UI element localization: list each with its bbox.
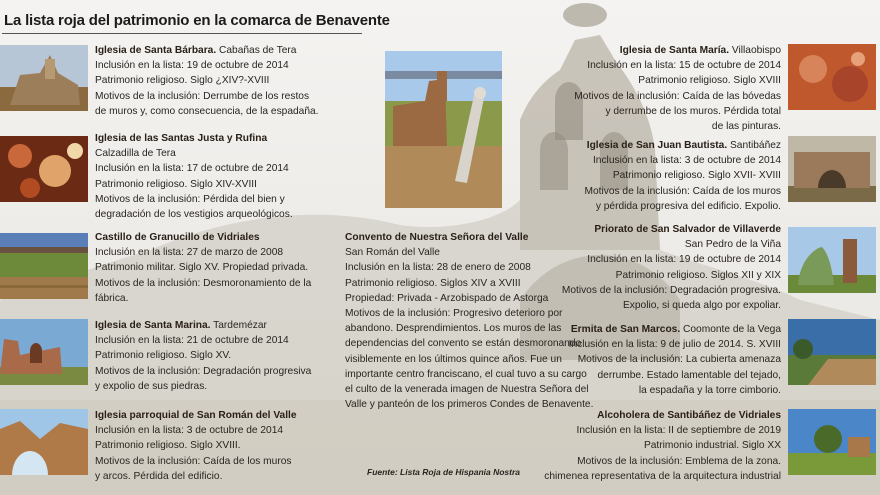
castillo-granucillo-photo xyxy=(0,233,88,299)
entry-title: Castillo de Granucillo de Vidriales xyxy=(95,232,260,243)
santa-marina-photo xyxy=(0,319,88,385)
entry-title: Iglesia parroquial de San Román del Valle xyxy=(95,410,297,421)
entry-line: Motivos de la inclusión: La cubierta amenaza xyxy=(577,354,781,366)
santa-maria-photo xyxy=(788,44,876,110)
entry-line: Motivos de la inclusión: Progresivo deterioro por xyxy=(345,308,563,320)
entry-santa-maria xyxy=(574,43,781,134)
entry-san-roman xyxy=(95,408,297,484)
entry-line: de las pinturas. xyxy=(711,121,781,133)
entry-alcoholera xyxy=(544,408,781,484)
entry-line: Patrimonio religioso. Siglo XVIII. xyxy=(95,440,241,452)
entry-line: Motivos de la inclusión: Derrumbe de los restos xyxy=(95,90,310,102)
entry-line: Calzadilla de Tera xyxy=(95,148,176,160)
entry-place: Tardemézar xyxy=(213,320,267,331)
entry-line: de muros y, como consecuencia, de la espadaña. xyxy=(95,105,319,117)
santas-justa-rufina-photo xyxy=(0,136,88,202)
entry-line: Inclusión en la lista: 3 de octubre de 2014 xyxy=(592,155,781,167)
entry-line: Expolio, si queda algo por expoliar. xyxy=(622,300,781,312)
entry-line: San Román del Valle xyxy=(345,247,440,259)
entry-line: Patrimonio religioso. Siglo ¿XIV?-XVIII xyxy=(95,75,270,87)
entry-line: Motivos de la inclusión: Caída de las bóvedas xyxy=(574,90,781,102)
entry-line: Motivos de la inclusión: Degradación progresiva. xyxy=(561,284,781,296)
entry-line: Valle y panteón de los primeros Condes de Benavente. xyxy=(345,399,594,411)
convento-valle-photo xyxy=(385,51,502,208)
entry-line: abandono. Desprendimientos. Los muros de las xyxy=(345,323,562,335)
entry-convento-valle xyxy=(345,230,593,412)
entry-line: dependencias del convento se están desmoronando xyxy=(345,338,582,350)
entry-line: y pérdida progresiva del edificio. Expolio. xyxy=(595,200,781,212)
entry-line: y expolio de sus piedras. xyxy=(95,380,208,392)
entry-line: y derrumbe de los muros. Pérdida total xyxy=(605,105,781,117)
entry-line: Motivos de la inclusión: Emblema de la zona. xyxy=(577,455,781,467)
entry-line: fábrica. xyxy=(95,292,129,304)
entry-line: Motivos de la inclusión: Desmoronamiento de la xyxy=(95,277,312,289)
ermita-san-marcos-photo xyxy=(788,319,876,385)
entry-title: Iglesia de las Santas Justa y Rufina xyxy=(95,133,268,144)
entry-line: degradación de los vestigios arqueológicos. xyxy=(95,209,293,221)
priorato-villaverde-photo xyxy=(788,227,876,293)
entry-line: Patrimonio religioso. Siglos XIV a XVIII xyxy=(345,277,521,289)
entry-title: Priorato de San Salvador de Villaverde xyxy=(594,224,781,235)
entry-line: visiblemente en los últimos quince años. Fue un xyxy=(345,353,562,365)
title-underline xyxy=(2,33,362,34)
entry-line: Inclusión en la lista: 9 de julio de 2014. S. XVIII xyxy=(568,339,781,351)
san-roman-photo xyxy=(0,409,88,475)
entry-line: y arcos. Pérdida del edificio. xyxy=(95,470,223,482)
entry-santas-justa-rufina xyxy=(95,131,293,222)
entry-line: el culto de la venerada imagen de Nuestra Señora del xyxy=(345,384,589,396)
entry-line: Motivos de la inclusión: Caída de los muros xyxy=(95,455,292,467)
entry-line: Motivos de la inclusión: Caída de los muros xyxy=(584,185,781,197)
santa-barbara-photo xyxy=(0,45,88,111)
entry-line: chimenea representativa de la arquitectura industrial xyxy=(544,470,781,482)
entry-title: Iglesia de Santa María. xyxy=(619,45,730,56)
entry-title: Iglesia de San Juan Bautista. xyxy=(586,140,728,151)
entry-place: Villaobispo xyxy=(731,45,781,56)
entry-line: Inclusión en la lista: II de septiembre de 2019 xyxy=(576,425,781,437)
entry-line: Patrimonio militar. Siglo XV. Propiedad privada. xyxy=(95,262,309,274)
entry-line: Patrimonio religioso. Siglo XVII- XVIII xyxy=(612,170,781,182)
entry-line: Inclusión en la lista: 28 de enero de 2008 xyxy=(345,262,531,274)
entry-place: Coomonte de la Vega xyxy=(683,324,781,335)
entry-castillo-granucillo xyxy=(95,230,311,306)
entry-santa-marina xyxy=(95,318,311,394)
source-credit: Fuente: Lista Roja de Hispania Nostra xyxy=(367,467,521,477)
entry-priorato-villaverde xyxy=(562,222,781,313)
page-title: La lista roja del patrimonio en la comarca de Benavente xyxy=(4,12,390,29)
entry-line: San Pedro de la Viña xyxy=(684,239,781,251)
entry-line: Patrimonio industrial. Siglo XX xyxy=(643,440,781,452)
entry-line: Patrimonio religioso. Siglo XIV-XVIII xyxy=(95,178,257,190)
entry-line: Patrimonio religioso. Siglos XII y XIX xyxy=(615,269,781,281)
entry-line: Inclusión en la lista: 19 de octubre de 2014 xyxy=(587,254,781,266)
entry-santa-barbara xyxy=(95,43,319,119)
entry-line: importante centro franciscano, el cual tuvo a su cargo xyxy=(345,368,587,380)
entry-line: Inclusión en la lista: 21 de octubre de 2014 xyxy=(95,335,289,347)
entry-title: Alcoholera de Santibáñez de Vidriales xyxy=(597,410,781,421)
entry-line: Patrimonio religioso. Siglo XV. xyxy=(95,350,232,362)
entry-line: derrumbe. Estado lamentable del tejado, xyxy=(597,369,781,381)
entry-line: Inclusión en la lista: 3 de octubre de 2014 xyxy=(95,425,284,437)
entry-line: Inclusión en la lista: 27 de marzo de 2008 xyxy=(95,247,284,259)
entry-line: la espadaña y la torre cimborio. xyxy=(638,384,781,396)
entry-line: Motivos de la inclusión: Degradación progresiva xyxy=(95,365,312,377)
entry-title: Iglesia de Santa Marina. xyxy=(95,320,211,331)
entry-place: Santibáñez xyxy=(730,140,781,151)
entry-line: Motivos de la inclusión: Pérdida del bien y xyxy=(95,193,285,205)
entry-title: Ermita de San Marcos. xyxy=(570,324,681,335)
entry-title: Iglesia de Santa Bárbara. xyxy=(95,45,217,56)
alcoholera-photo xyxy=(788,409,876,475)
entry-place: Cabañas de Tera xyxy=(219,45,297,56)
entry-line: Inclusión en la lista: 17 de octubre de 2014 xyxy=(95,163,289,175)
entry-line: Patrimonio religioso. Siglo XVIII xyxy=(638,75,781,87)
entry-line: Inclusión en la lista: 19 de octubre de 2014 xyxy=(95,60,289,72)
entry-line: Inclusión en la lista: 15 de octubre de 2014 xyxy=(587,60,781,72)
entry-ermita-san-marcos xyxy=(569,322,781,398)
san-juan-bautista-photo xyxy=(788,136,876,202)
entry-san-juan-bautista xyxy=(585,138,782,214)
entry-line: Propiedad: Privada - Arzobispado de Astorga xyxy=(345,292,549,304)
entry-title: Convento de Nuestra Señora del Valle xyxy=(345,232,529,243)
